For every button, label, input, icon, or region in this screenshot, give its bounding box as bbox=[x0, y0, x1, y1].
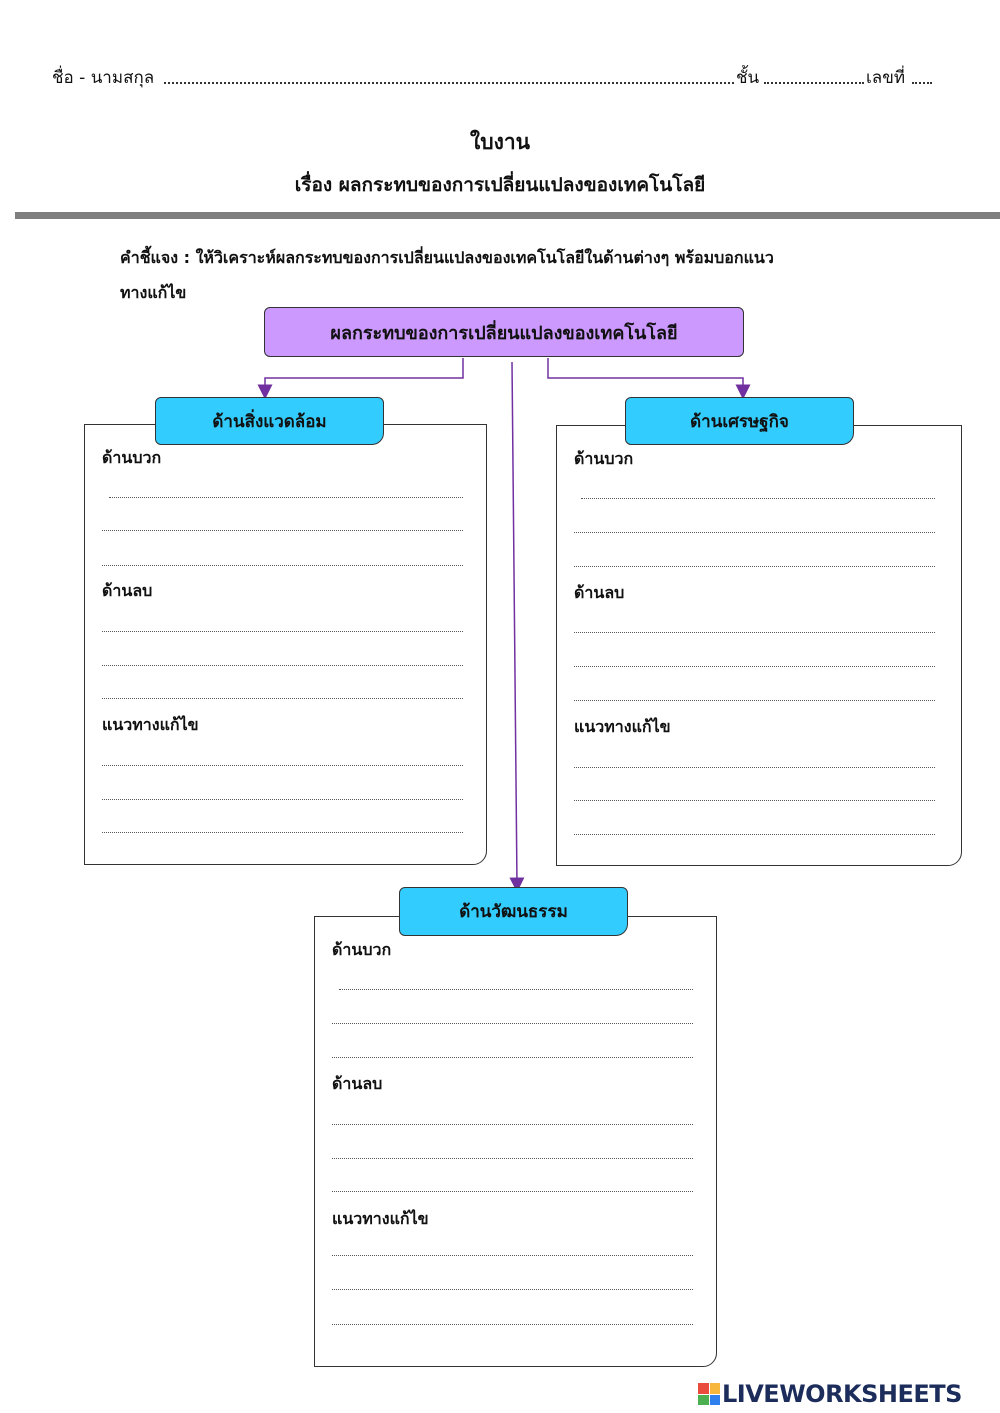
economy-negative-label: ด้านลบ bbox=[574, 583, 625, 602]
class-label: ชั้น bbox=[736, 68, 760, 88]
environment-positive-line-2[interactable] bbox=[102, 530, 463, 531]
culture-positive-line-2[interactable] bbox=[332, 1023, 693, 1024]
economy-solution-label: แนวทางแก้ไข bbox=[574, 717, 671, 736]
environment-solution-line-3[interactable] bbox=[102, 832, 463, 833]
economy-solution-line-1[interactable] bbox=[574, 767, 935, 768]
environment-negative-line-1[interactable] bbox=[102, 631, 463, 632]
environment-panel bbox=[84, 424, 487, 865]
economy-solution-line-3[interactable] bbox=[574, 834, 935, 835]
page-title: ใบงาน bbox=[470, 130, 530, 154]
page-subtitle: เรื่อง ผลกระทบของการเปลี่ยนแปลงของเทคโนโลยี bbox=[294, 174, 706, 196]
environment-positive-line-3[interactable] bbox=[102, 565, 463, 566]
environment-solution-line-2[interactable] bbox=[102, 799, 463, 800]
central-topic-box: ผลกระทบของการเปลี่ยนแปลงของเทคโนโลยี bbox=[264, 307, 744, 357]
culture-panel bbox=[314, 916, 717, 1367]
culture-negative-label: ด้านลบ bbox=[332, 1074, 383, 1093]
culture-positive-line-1[interactable] bbox=[339, 989, 693, 990]
culture-positive-label: ด้านบวก bbox=[332, 940, 392, 959]
environment-positive-label: ด้านบวก bbox=[102, 448, 162, 467]
instructions-line-1: คำชี้แจง : ให้วิเคราะห์ผลกระทบของการเปลี่ยนแปลงของเทคโนโลยีในด้านต่างๆ พร้อมบอกแนว bbox=[120, 248, 774, 267]
liveworksheets-icon bbox=[698, 1383, 720, 1405]
culture-tab: ด้านวัฒนธรรม bbox=[399, 887, 628, 936]
liveworksheets-logo bbox=[698, 1380, 998, 1408]
environment-tab: ด้านสิ่งแวดล้อม bbox=[155, 397, 384, 445]
environment-negative-line-3[interactable] bbox=[102, 698, 463, 699]
culture-negative-line-2[interactable] bbox=[332, 1158, 693, 1159]
environment-positive-line-1[interactable] bbox=[109, 497, 463, 498]
culture-negative-line-1[interactable] bbox=[332, 1124, 693, 1125]
economy-negative-line-1[interactable] bbox=[574, 632, 935, 633]
economy-negative-line-3[interactable] bbox=[574, 700, 935, 701]
economy-tab: ด้านเศรษฐกิจ bbox=[625, 397, 854, 445]
arrow-to-culture bbox=[512, 362, 517, 885]
economy-positive-label: ด้านบวก bbox=[574, 449, 634, 468]
liveworksheets-text: LIVEWORKSHEETS bbox=[722, 1380, 962, 1408]
arrow-to-environment bbox=[265, 358, 463, 392]
environment-solution-label: แนวทางแก้ไข bbox=[102, 715, 199, 734]
economy-positive-line-2[interactable] bbox=[574, 532, 935, 533]
environment-negative-label: ด้านลบ bbox=[102, 581, 153, 600]
culture-positive-line-3[interactable] bbox=[332, 1057, 693, 1058]
economy-positive-line-3[interactable] bbox=[574, 566, 935, 567]
environment-negative-line-2[interactable] bbox=[102, 665, 463, 666]
arrow-to-economy bbox=[548, 358, 743, 392]
economy-panel bbox=[556, 425, 962, 866]
economy-negative-line-2[interactable] bbox=[574, 666, 935, 667]
culture-solution-line-2[interactable] bbox=[332, 1289, 693, 1290]
economy-solution-line-2[interactable] bbox=[574, 800, 935, 801]
name-label: ชื่อ - นามสกุล bbox=[52, 68, 155, 88]
culture-solution-line-1[interactable] bbox=[332, 1255, 693, 1256]
environment-solution-line-1[interactable] bbox=[102, 765, 463, 766]
culture-negative-line-3[interactable] bbox=[332, 1191, 693, 1192]
culture-solution-label: แนวทางแก้ไข bbox=[332, 1209, 429, 1228]
economy-positive-line-1[interactable] bbox=[581, 498, 935, 499]
instructions-line-2: ทางแก้ไข bbox=[120, 283, 187, 302]
number-label: เลขที่ bbox=[866, 68, 906, 88]
culture-solution-line-3[interactable] bbox=[332, 1324, 693, 1325]
